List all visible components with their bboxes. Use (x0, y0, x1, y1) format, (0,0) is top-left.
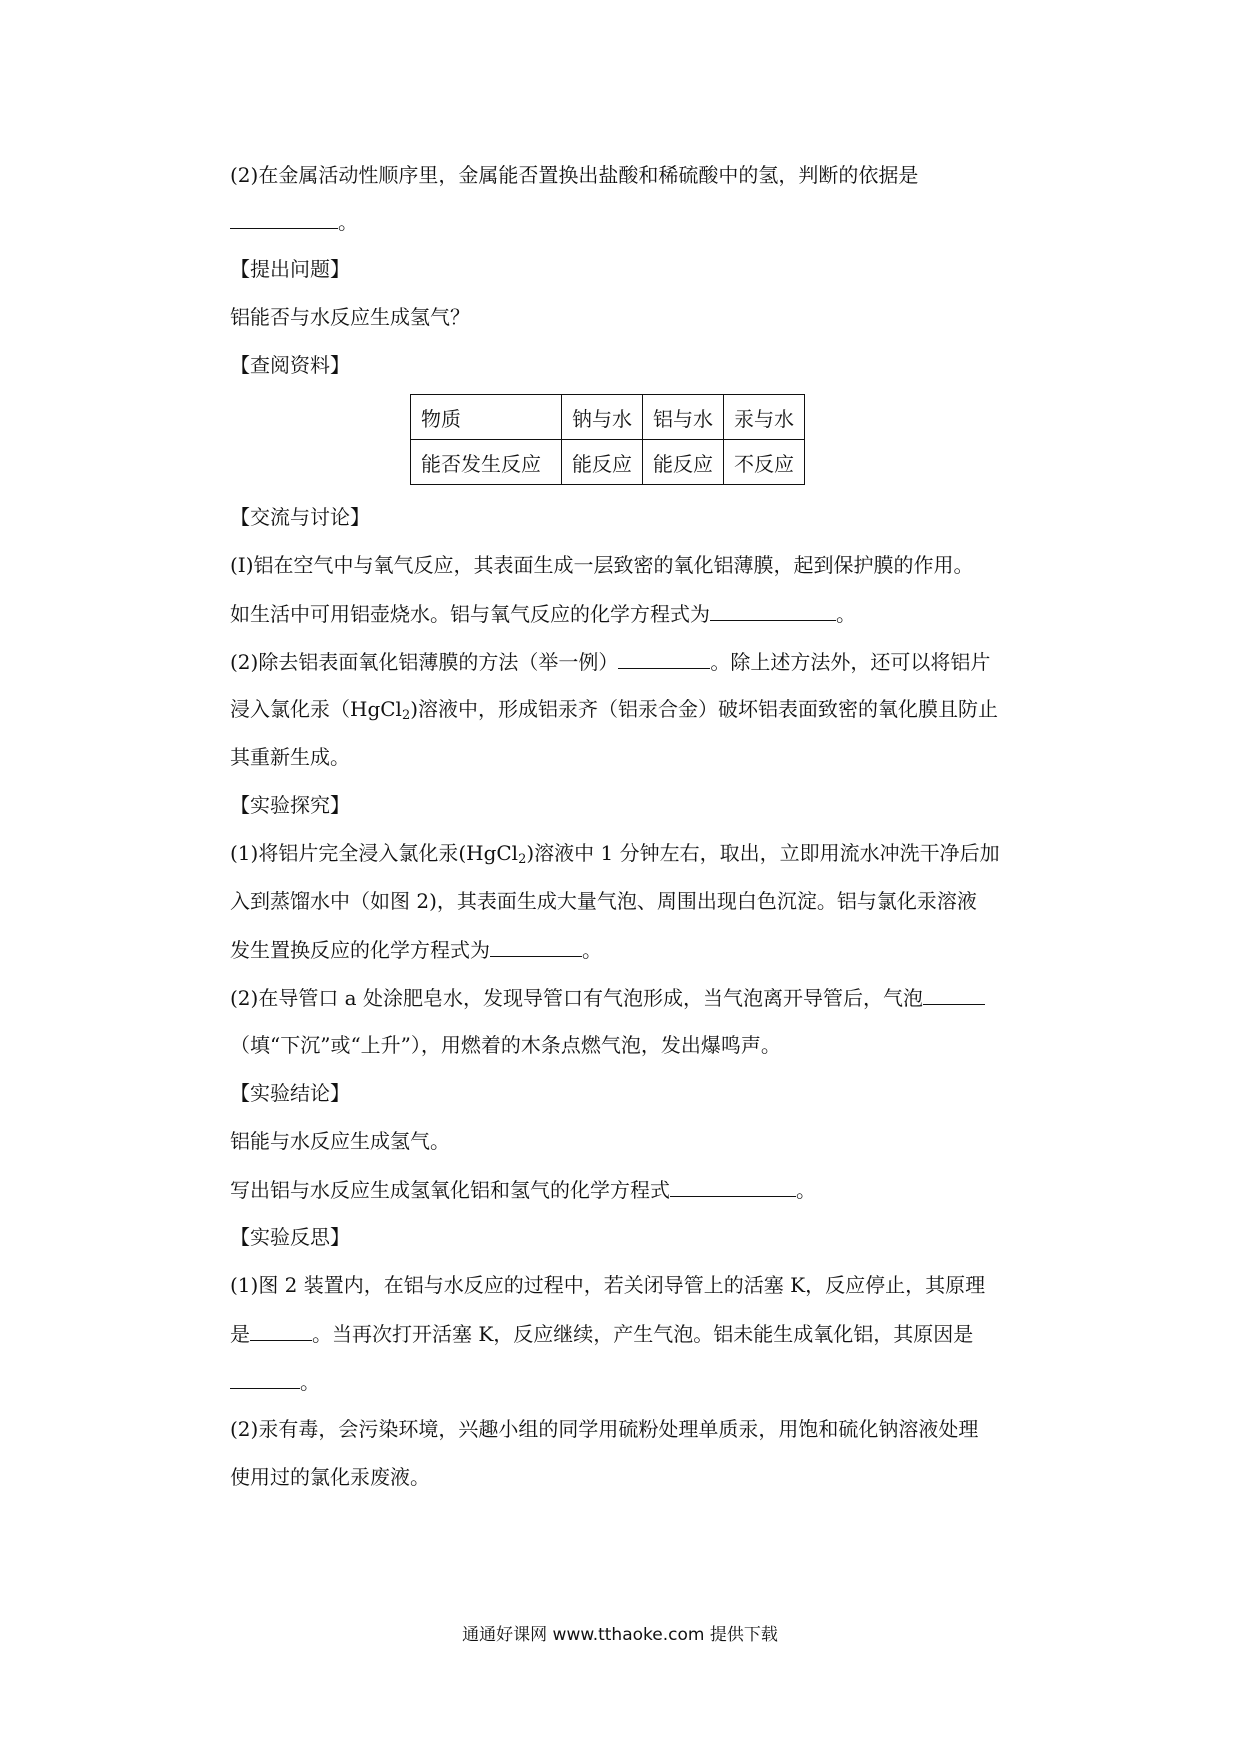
answer-blank[interactable] (923, 984, 985, 1005)
section-heading: 【交流与讨论】 (230, 505, 370, 529)
page-footer: 通通好课网 www.tthaoke.com 提供下载 (462, 1625, 778, 1645)
table-cell: 汞与水 (724, 395, 805, 440)
answer-blank[interactable] (230, 208, 338, 229)
body-line: (1)将铝片完全浸入氯化汞(HgCl$_2$)溶液中 1 分钟左右，取出，立即用流水冲洗干净后加 (230, 841, 1000, 867)
question-text: 铝能否与水反应生成氢气？ (230, 305, 470, 329)
section-heading: 【提出问题】 (230, 257, 350, 281)
table-cell: 能反应 (643, 440, 724, 485)
answer-blank[interactable] (670, 1176, 796, 1197)
table-row (411, 395, 805, 440)
body-line: 如生活中可用铝壶烧水。铝与氧气反应的化学方程式为 。 (230, 602, 856, 626)
table-cell: 能否发生反应 (411, 440, 562, 485)
body-line: 其重新生成。 (230, 745, 350, 769)
answer-blank-line: 。 (230, 1368, 1060, 1395)
body-line: (1)图 2 装置内，在铝与水反应的过程中，若关闭导管上的活塞 K，反应停止，其原理 (230, 1273, 986, 1297)
answer-blank[interactable] (490, 936, 582, 957)
answer-blank[interactable] (710, 600, 836, 621)
table-cell: 铝与水 (643, 395, 724, 440)
section-heading: 【实验结论】 (230, 1081, 350, 1105)
answer-blank[interactable] (230, 1368, 300, 1389)
body-line: 写出铝与水反应生成氢氧化铝和氢气的化学方程式 。 (230, 1178, 816, 1202)
table-cell: 物质 (411, 395, 562, 440)
body-line: 发生置换反应的化学方程式为 。 (230, 938, 602, 962)
section-heading: 【查阅资料】 (230, 353, 350, 377)
body-line: 入到蒸馏水中（如图 2)，其表面生成大量气泡、周围出现白色沉淀。铝与氯化汞溶液 (230, 889, 977, 913)
body-line: (2)在导管口 a 处涂肥皂水，发现导管口有气泡形成，当气泡离开导管后，气泡 (230, 984, 1060, 1011)
table-cell: 能反应 (562, 440, 643, 485)
body-line: 铝能与水反应生成氢气。 (230, 1129, 450, 1153)
table-cell: 不反应 (724, 440, 805, 485)
body-line: （填“下沉”或“上升”），用燃着的木条点燃气泡，发出爆鸣声。 (230, 1033, 781, 1057)
section-heading: 【实验反思】 (230, 1225, 350, 1249)
body-line: (2)除去铝表面氧化铝薄膜的方法（举一例） 。除上述方法外，还可以将铝片 (230, 650, 991, 674)
body-line: 使用过的氯化汞废液。 (230, 1465, 430, 1489)
body-line: (2)汞有毒，会污染环境，兴趣小组的同学用硫粉处理单质汞，用饱和硫化钠溶液处理 (230, 1417, 979, 1441)
answer-blank-line: 。 (230, 208, 1060, 235)
table-row (411, 440, 805, 485)
question-2-line: (2)在金属活动性顺序里，金属能否置换出盐酸和稀硫酸中的氢，判断的依据是 (230, 163, 919, 187)
section-heading: 【实验探究】 (230, 793, 350, 817)
body-line: 浸入氯化汞（HgCl$_2$)溶液中，形成铝汞齐（铝汞合金）破坏铝表面致密的氧化膜且防止 (230, 697, 999, 723)
reaction-table (410, 394, 805, 485)
answer-blank[interactable] (250, 1320, 312, 1341)
table-cell: 钠与水 (562, 395, 643, 440)
body-line: 是 。当再次打开活塞 K，反应继续，产生气泡。铝未能生成氧化铝，其原因是 (230, 1322, 974, 1346)
answer-blank[interactable] (618, 648, 710, 669)
body-line: (I)铝在空气中与氧气反应，其表面生成一层致密的氧化铝薄膜，起到保护膜的作用。 (230, 553, 974, 577)
